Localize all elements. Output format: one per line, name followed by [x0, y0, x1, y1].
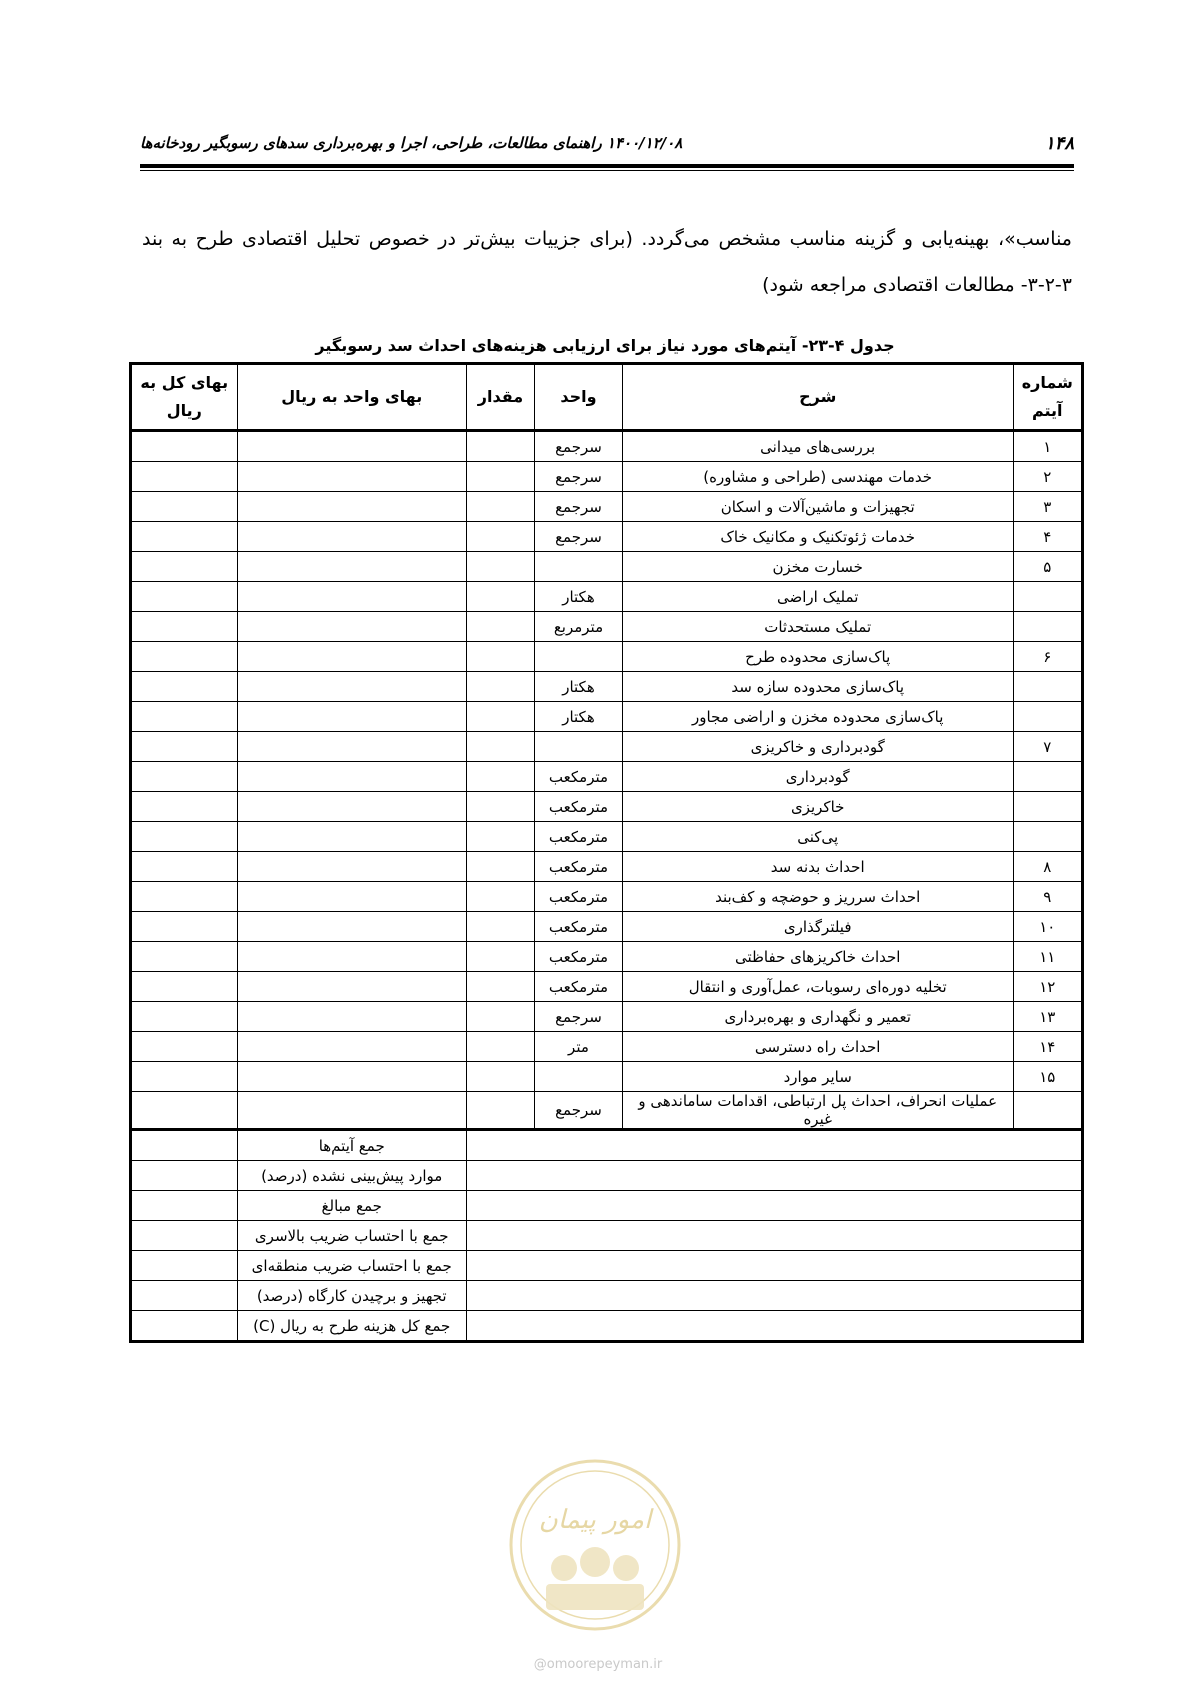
quantity-cell: [466, 612, 534, 642]
unit-price-cell: [237, 942, 466, 972]
quantity-cell: [466, 972, 534, 1002]
description-cell: گودبرداری: [622, 762, 1013, 792]
body-paragraph: مناسب»، بهینه‌یابی و گزینه مناسب مشخص می‌گردد. (برای جزییات بیش‌تر در خصوص تحلیل اقتصادی طرح به بند ۳-۲-۳- مطالعات اقتصادی مراجعه شود): [142, 228, 1072, 296]
quantity-cell: [466, 431, 534, 462]
item-number-cell: ۱۴: [1013, 1032, 1083, 1062]
total-price-cell: [131, 912, 238, 942]
quantity-cell: [466, 522, 534, 552]
total-price-cell: [131, 972, 238, 1002]
total-price-cell: [131, 612, 238, 642]
unit-price-cell: [237, 1062, 466, 1092]
total-price-cell: [131, 522, 238, 552]
unit-cell: سرجمع: [535, 1002, 623, 1032]
item-number-cell: [1013, 612, 1083, 642]
table-row: [131, 612, 1083, 642]
total-price-cell: [131, 1092, 238, 1130]
description-cell: پاک‌سازی محدوده مخزن و اراضی مجاور: [622, 702, 1013, 732]
total-price-cell: [131, 642, 238, 672]
description-cell: عملیات انحراف، احداث پل ارتباطی، اقدامات ساماندهی و غیره: [622, 1092, 1013, 1130]
table-row: [131, 492, 1083, 522]
unit-price-cell: [237, 492, 466, 522]
quantity-cell: [466, 942, 534, 972]
unit-price-cell: [237, 612, 466, 642]
description-cell: تملیک مستحدثات: [622, 612, 1013, 642]
total-price-cell: [131, 1062, 238, 1092]
table-header-row: [131, 364, 1083, 431]
total-price-cell: [131, 492, 238, 522]
unit-cell: هکتار: [535, 672, 623, 702]
item-number-cell: [1013, 1092, 1083, 1130]
summary-row: [131, 1311, 1083, 1342]
unit-price-cell: [237, 642, 466, 672]
quantity-cell: [466, 1062, 534, 1092]
summary-blank-cell: [466, 1311, 1082, 1342]
table-row: [131, 882, 1083, 912]
description-cell: خدمات ژئوتکنیک و مکانیک خاک: [622, 522, 1013, 552]
unit-price-cell: [237, 1002, 466, 1032]
description-cell: پاک‌سازی محدوده سازه سد: [622, 672, 1013, 702]
table-row: [131, 1032, 1083, 1062]
quantity-cell: [466, 732, 534, 762]
summary-label-cell: جمع با احتساب ضریب بالاسری: [237, 1221, 466, 1251]
item-number-cell: ۸: [1013, 852, 1083, 882]
summary-value-cell: [131, 1311, 238, 1342]
summary-label-cell: تجهیز و برچیدن کارگاه (درصد): [237, 1281, 466, 1311]
unit-price-cell: [237, 702, 466, 732]
unit-price-cell: [237, 1032, 466, 1062]
unit-price-cell: [237, 1092, 466, 1130]
summary-row: [131, 1221, 1083, 1251]
unit-price-cell: [237, 822, 466, 852]
unit-price-cell: [237, 972, 466, 1002]
summary-blank-cell: [466, 1251, 1082, 1281]
summary-value-cell: [131, 1281, 238, 1311]
item-number-cell: ۷: [1013, 732, 1083, 762]
item-number-cell: ۱: [1013, 431, 1083, 462]
unit-price-cell: [237, 582, 466, 612]
table-caption: جدول ۴-۲۳- آیتم‌های مورد نیاز برای ارزیابی هزینه‌های احداث سد رسوبگیر: [315, 336, 895, 355]
quantity-cell: [466, 882, 534, 912]
unit-cell: [535, 642, 623, 672]
table-row: [131, 1092, 1083, 1130]
summary-body: [131, 1130, 1083, 1342]
total-price-cell: [131, 732, 238, 762]
unit-cell: [535, 732, 623, 762]
summary-label-cell: جمع مبالغ: [237, 1191, 466, 1221]
table-row: [131, 522, 1083, 552]
summary-row: [131, 1161, 1083, 1191]
description-cell: خدمات مهندسی (طراحی و مشاوره): [622, 462, 1013, 492]
header-quantity: مقدار: [466, 364, 534, 431]
summary-blank-cell: [466, 1161, 1082, 1191]
unit-price-cell: [237, 522, 466, 552]
item-number-cell: [1013, 792, 1083, 822]
summary-blank-cell: [466, 1130, 1082, 1161]
unit-price-cell: [237, 912, 466, 942]
item-number-cell: ۳: [1013, 492, 1083, 522]
unit-cell: مترمکعب: [535, 912, 623, 942]
summary-blank-cell: [466, 1281, 1082, 1311]
total-price-cell: [131, 552, 238, 582]
total-price-cell: [131, 852, 238, 882]
description-cell: پی‌کنی: [622, 822, 1013, 852]
seal-logo-text: امور پیمان: [538, 1505, 652, 1535]
quantity-cell: [466, 642, 534, 672]
header-description: شرح: [622, 364, 1013, 431]
item-number-cell: ۹: [1013, 882, 1083, 912]
unit-cell: مترمکعب: [535, 792, 623, 822]
item-number-cell: ۴: [1013, 522, 1083, 552]
quantity-cell: [466, 822, 534, 852]
total-price-cell: [131, 822, 238, 852]
quantity-cell: [466, 852, 534, 882]
total-price-cell: [131, 942, 238, 972]
table-row: [131, 462, 1083, 492]
unit-price-cell: [237, 672, 466, 702]
unit-cell: هکتار: [535, 702, 623, 732]
summary-value-cell: [131, 1161, 238, 1191]
item-number-cell: ۵: [1013, 552, 1083, 582]
total-price-cell: [131, 462, 238, 492]
quantity-cell: [466, 462, 534, 492]
quantity-cell: [466, 552, 534, 582]
table-row: [131, 1002, 1083, 1032]
cost-items-table: [129, 362, 1084, 1343]
quantity-cell: [466, 702, 534, 732]
quantity-cell: [466, 792, 534, 822]
table-row: [131, 552, 1083, 582]
description-cell: پاک‌سازی محدوده طرح: [622, 642, 1013, 672]
item-number-cell: ۶: [1013, 642, 1083, 672]
unit-cell: سرجمع: [535, 1092, 623, 1130]
description-cell: خسارت مخزن: [622, 552, 1013, 582]
quantity-cell: [466, 492, 534, 522]
quantity-cell: [466, 672, 534, 702]
seal-grid-icon: [546, 1584, 644, 1610]
unit-cell: مترمکعب: [535, 882, 623, 912]
summary-row: [131, 1281, 1083, 1311]
total-price-cell: [131, 702, 238, 732]
running-header: [140, 127, 1074, 161]
summary-blank-cell: [466, 1191, 1082, 1221]
summary-blank-cell: [466, 1221, 1082, 1251]
summary-value-cell: [131, 1191, 238, 1221]
table-row: [131, 642, 1083, 672]
table-row: [131, 972, 1083, 1002]
description-cell: تملیک اراضی: [622, 582, 1013, 612]
description-cell: احداث بدنه سد: [622, 852, 1013, 882]
quantity-cell: [466, 762, 534, 792]
unit-price-cell: [237, 552, 466, 582]
summary-label-cell: جمع آیتم‌ها: [237, 1130, 466, 1161]
item-number-cell: [1013, 582, 1083, 612]
total-price-cell: [131, 672, 238, 702]
seal-emblem-center-icon: [580, 1547, 610, 1577]
page-number: ۱۴۸: [1044, 133, 1074, 154]
description-cell: فیلترگذاری: [622, 912, 1013, 942]
unit-cell: مترمکعب: [535, 822, 623, 852]
item-number-cell: ۱۱: [1013, 942, 1083, 972]
quantity-cell: [466, 1002, 534, 1032]
watermark-site: @omoorepeyman.ir: [533, 1657, 663, 1672]
item-number-cell: [1013, 672, 1083, 702]
seal-emblem-right-icon: [613, 1555, 639, 1581]
unit-cell: مترمکعب: [535, 972, 623, 1002]
table-row: [131, 732, 1083, 762]
summary-value-cell: [131, 1251, 238, 1281]
header-item-number: شماره آیتم: [1013, 364, 1083, 431]
header-unit: واحد: [535, 364, 623, 431]
total-price-cell: [131, 1032, 238, 1062]
unit-price-cell: [237, 852, 466, 882]
header-rule-thin: [140, 170, 1074, 171]
unit-cell: سرجمع: [535, 462, 623, 492]
unit-cell: سرجمع: [535, 431, 623, 462]
description-cell: بررسی‌های میدانی: [622, 431, 1013, 462]
table-row: [131, 1062, 1083, 1092]
running-title: ۱۴۰۰/۱۲/۰۸ راهنمای مطالعات، طراحی، اجرا و بهره‌برداری سدهای رسوبگیر رودخانه‌ها: [140, 134, 683, 152]
table-row: [131, 942, 1083, 972]
unit-price-cell: [237, 431, 466, 462]
unit-cell: [535, 552, 623, 582]
item-number-cell: ۱۵: [1013, 1062, 1083, 1092]
unit-price-cell: [237, 732, 466, 762]
unit-cell: متر: [535, 1032, 623, 1062]
table-body: [131, 431, 1083, 1130]
table-row: [131, 582, 1083, 612]
unit-cell: هکتار: [535, 582, 623, 612]
unit-cell: مترمکعب: [535, 942, 623, 972]
item-number-cell: [1013, 822, 1083, 852]
summary-label-cell: موارد پیش‌بینی نشده (درصد): [237, 1161, 466, 1191]
description-cell: گودبرداری و خاکریزی: [622, 732, 1013, 762]
summary-row: [131, 1130, 1083, 1161]
header-total-price: بهای کل به ریال: [131, 364, 238, 431]
description-cell: تجهیزات و ماشین‌آلات و اسکان: [622, 492, 1013, 522]
description-cell: احداث سرریز و حوضچه و کف‌بند: [622, 882, 1013, 912]
table-row: [131, 912, 1083, 942]
table-row: [131, 702, 1083, 732]
header-rule: [140, 164, 1074, 168]
item-number-cell: [1013, 762, 1083, 792]
total-price-cell: [131, 431, 238, 462]
description-cell: تعمیر و نگهداری و بهره‌برداری: [622, 1002, 1013, 1032]
description-cell: احداث خاکریزهای حفاظتی: [622, 942, 1013, 972]
unit-cell: مترمکعب: [535, 762, 623, 792]
summary-label-cell: جمع با احتساب ضریب منطقه‌ای: [237, 1251, 466, 1281]
table-row: [131, 822, 1083, 852]
quantity-cell: [466, 912, 534, 942]
unit-price-cell: [237, 762, 466, 792]
summary-value-cell: [131, 1221, 238, 1251]
summary-label-cell: جمع کل هزینه طرح به ریال (C): [237, 1311, 466, 1342]
watermark-seal: [506, 1456, 684, 1634]
quantity-cell: [466, 582, 534, 612]
unit-price-cell: [237, 462, 466, 492]
unit-price-cell: [237, 792, 466, 822]
item-number-cell: ۱۳: [1013, 1002, 1083, 1032]
total-price-cell: [131, 762, 238, 792]
unit-cell: سرجمع: [535, 492, 623, 522]
unit-cell: سرجمع: [535, 522, 623, 552]
table-row: [131, 431, 1083, 462]
description-cell: احداث راه دسترسی: [622, 1032, 1013, 1062]
seal-emblem-left-icon: [551, 1555, 577, 1581]
summary-row: [131, 1191, 1083, 1221]
item-number-cell: ۱۲: [1013, 972, 1083, 1002]
total-price-cell: [131, 1002, 238, 1032]
quantity-cell: [466, 1032, 534, 1062]
table-row: [131, 792, 1083, 822]
total-price-cell: [131, 882, 238, 912]
unit-cell: [535, 1062, 623, 1092]
unit-cell: مترمربع: [535, 612, 623, 642]
item-number-cell: ۲: [1013, 462, 1083, 492]
quantity-cell: [466, 1092, 534, 1130]
description-cell: تخلیه دوره‌ای رسوبات، عمل‌آوری و انتقال: [622, 972, 1013, 1002]
description-cell: خاکریزی: [622, 792, 1013, 822]
item-number-cell: [1013, 702, 1083, 732]
summary-value-cell: [131, 1130, 238, 1161]
header-unit-price: بهای واحد به ریال: [237, 364, 466, 431]
unit-cell: مترمکعب: [535, 852, 623, 882]
description-cell: سایر موارد: [622, 1062, 1013, 1092]
item-number-cell: ۱۰: [1013, 912, 1083, 942]
summary-row: [131, 1251, 1083, 1281]
table-row: [131, 762, 1083, 792]
total-price-cell: [131, 582, 238, 612]
unit-price-cell: [237, 882, 466, 912]
table-row: [131, 852, 1083, 882]
total-price-cell: [131, 792, 238, 822]
table-row: [131, 672, 1083, 702]
